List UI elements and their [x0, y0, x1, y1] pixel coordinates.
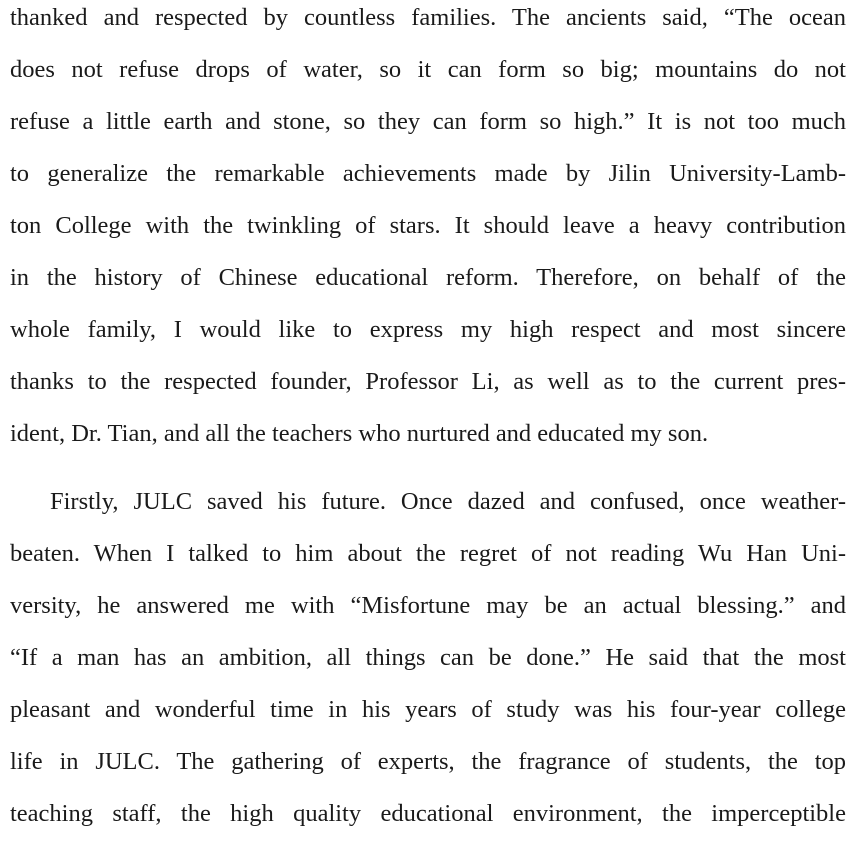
paragraph-2	[10, 476, 846, 840]
text-line: refuse a little earth and stone, so they can form so high.” It is not too much	[10, 108, 846, 135]
text-line: thanks to the respected founder, Professor Li, as well as to the current pres-	[10, 368, 846, 395]
document-page	[10, 0, 846, 840]
text-line: versity, he answered me with “Misfortune may be an actual blessing.” and	[10, 592, 846, 619]
text-line: ton College with the twinkling of stars. It should leave a heavy contribution	[10, 212, 846, 239]
text-line: whole family, I would like to express my high respect and most sincere	[10, 316, 846, 343]
paragraph-1	[10, 0, 846, 460]
text-line: life in JULC. The gathering of experts, the fragrance of students, the top	[10, 748, 846, 775]
text-line: ident, Dr. Tian, and all the teachers who nurtured and educated my son.	[10, 420, 709, 447]
text-line: thanked and respected by countless families. The ancients said, “The ocean	[10, 4, 846, 31]
text-line: pleasant and wonderful time in his years of study was his four-year college	[10, 696, 846, 723]
text-line: “If a man has an ambition, all things can be done.” He said that the most	[10, 644, 846, 671]
text-line: teaching staff, the high quality educational environment, the imperceptible	[10, 800, 846, 827]
text-line: to generalize the remarkable achievements made by Jilin University-Lamb-	[10, 160, 846, 187]
text-line: does not refuse drops of water, so it can form so big; mountains do not	[10, 56, 846, 83]
text-line: beaten. When I talked to him about the regret of not reading Wu Han Uni-	[10, 540, 846, 567]
text-line: Firstly, JULC saved his future. Once dazed and confused, once weather-	[50, 488, 846, 515]
text-line: in the history of Chinese educational reform. Therefore, on behalf of the	[10, 264, 846, 291]
